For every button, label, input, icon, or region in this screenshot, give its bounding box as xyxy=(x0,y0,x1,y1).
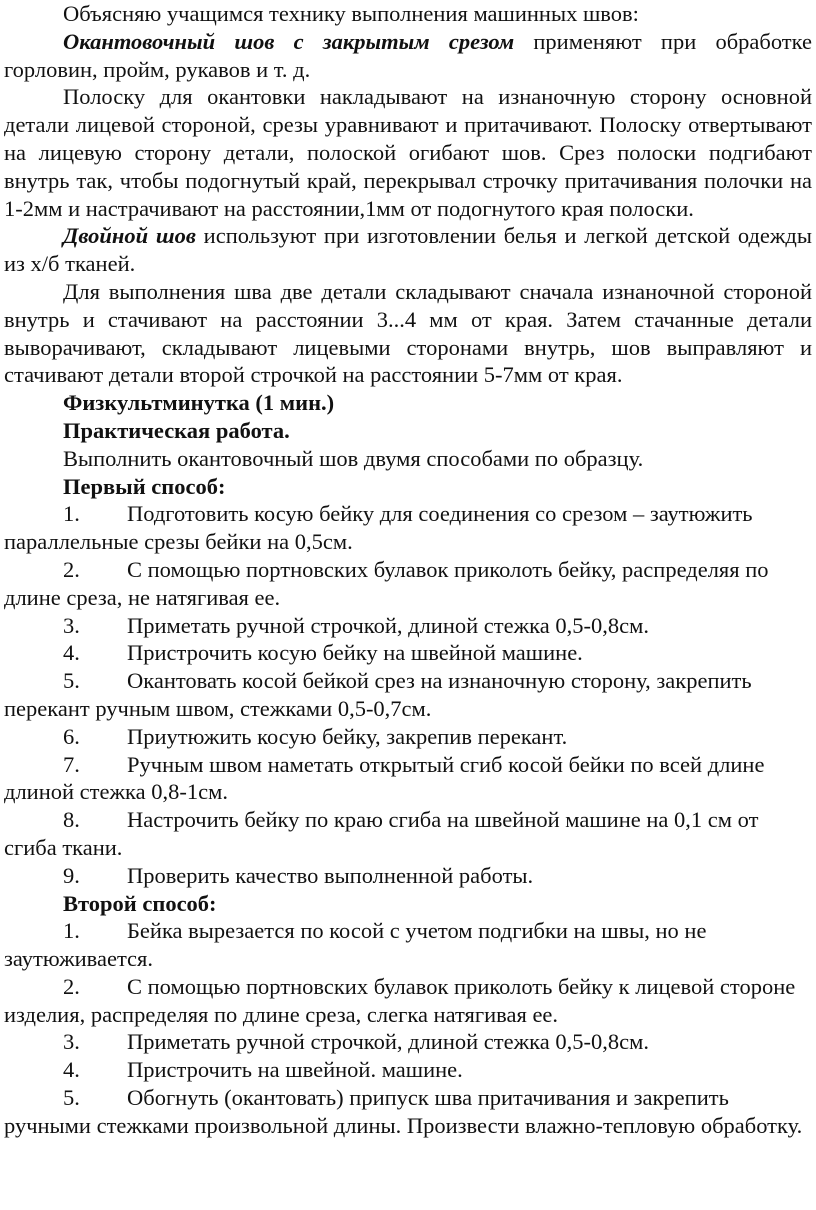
list-item: 2. С помощью портновских булавок приколоть бейку к лицевой стороне изделия, распределяя по длине среза, слегка натягивая ее. xyxy=(4,973,796,1027)
break-heading: Физкультминутка (1 мин.) xyxy=(63,390,335,416)
list-item: 5. Окантовать косой бейкой срез на изнаночную сторону, закрепить перекант ручным швом, стежками 0,5-0,7см. xyxy=(4,668,752,721)
list-item: 7. Ручным швом наметать открытый сгиб косой бейки по всей длине длиной стежка 0,8-1см. xyxy=(4,751,765,805)
list-item: 2. С помощью портновских булавок приколоть бейку, распределяя по длине среза, не натягивая ее. xyxy=(4,556,769,610)
double-seam-term: Двойной шов xyxy=(63,223,196,249)
piping-method-paragraph: Полоску для окантовки накладывают на изнаночную сторону основной детали лицевой стороной, срезы уравнивают и притачивают. Полоску отвертывают на лицевую сторону детали, полоской огибают шов. Срез полоски подгибают внутрь так, чтобы подогнутый край, перекрывал строчку притачивания полочки на 1-2мм и настрачивают на расстоянии,1мм от подогнутого края полоски. xyxy=(4,84,812,221)
practice-heading: Практическая работа. xyxy=(63,417,290,443)
task-text: Выполнить окантовочный шов двумя способами по образцу. xyxy=(63,445,644,471)
double-seam-text: используют при изготовлении белья и легкой детской одежды из х/б тканей. xyxy=(4,223,812,277)
intro-paragraph: Объясняю учащимся технику выполнения машинных швов: xyxy=(63,1,639,26)
list-item: 4. Пристрочить на швейной. машине. xyxy=(63,1057,463,1083)
method-2-title: Второй способ: xyxy=(63,890,217,916)
list-item: 6. Приутюжить косую бейку, закрепив перекант. xyxy=(63,723,568,749)
piping-seam-text: применяют при обработке горловин, пройм, рукавов и т. д. xyxy=(4,28,812,82)
method-1-list xyxy=(4,500,812,889)
list-item: 3. Приметать ручной строчкой, длиной стежка 0,5-0,8см. xyxy=(63,1029,649,1055)
double-seam-paragraph xyxy=(4,222,812,278)
list-item: 9. Проверить качество выполненной работы. xyxy=(63,862,534,888)
double-seam-method-paragraph: Для выполнения шва две детали складывают сначала изнаночной стороной внутрь и стачивают на расстоянии 3...4 мм от края. Затем стачанные детали выворачивают, складывают лицевыми сторонами внутрь, шов выправляют и стачивают детали второй строчкой на расстоянии 5-7мм от края. xyxy=(4,278,812,388)
list-item: 1. Бейка вырезается по косой с учетом подгибки на швы, но не заутюживается. xyxy=(4,918,707,972)
piping-seam-term: Окантовочный шов с закрытым срезом xyxy=(63,28,515,54)
list-item: 5. Обогнуть (окантовать) припуск шва притачивания и закрепить ручными стежками произвольной длины. Произвести влажно-тепловую обработку. xyxy=(4,1085,803,1138)
list-item: 1. Подготовить косую бейку для соединения со срезом – заутюжить параллельные срезы бейки на 0,5см. xyxy=(4,501,753,555)
list-item: 3. Приметать ручной строчкой, длиной стежка 0,5-0,8см. xyxy=(63,612,649,638)
list-item: 4. Пристрочить косую бейку на швейной машине. xyxy=(63,640,583,666)
piping-seam-paragraph xyxy=(4,28,812,84)
method-2-list xyxy=(4,917,812,1139)
list-item: 8. Настрочить бейку по краю сгиба на швейной машине на 0,1 см от сгиба ткани. xyxy=(4,807,759,860)
method-1-title: Первый способ: xyxy=(63,473,226,499)
